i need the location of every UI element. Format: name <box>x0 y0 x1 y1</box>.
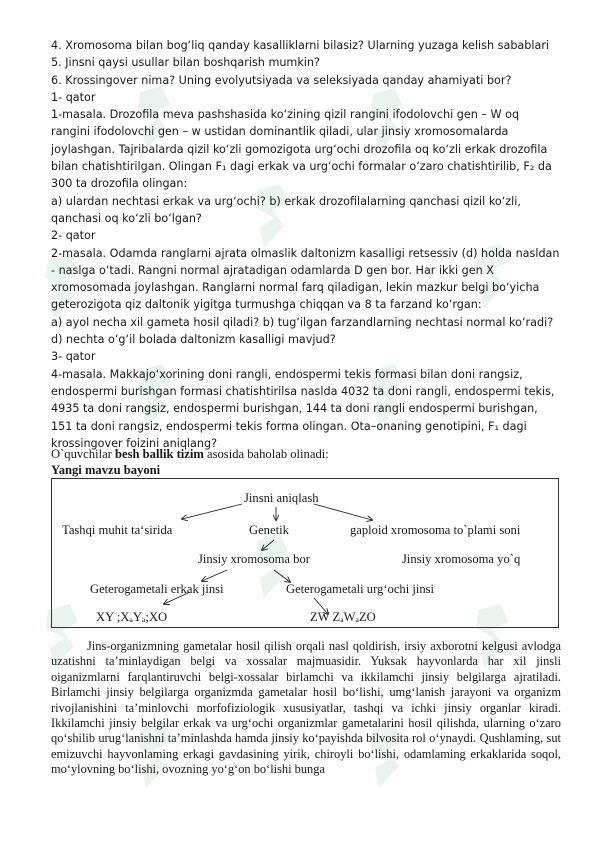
label-sex-chromosome-absent: Jinsiy xromosoma yo`q <box>402 552 521 566</box>
body-paragraph: Jins-organizmning gametalar hosil qilish orqali nasl qoldirish, irsiy axborotni kelgusi avlodga uzatishni ta’minlaydigan belgi va xossalar majmuasidir. Yuksak hayvonlarda har xil jinsli oiganizmlarni farqlantiruvchi belgi-xossalar birlamchi va ikkilamchi jinsiy belgilarga ajratiladi. Birlamchi jinsiy belgilarga organizmda gametalar hosil bo‘lishi, umg‘lanish jarayoni va organizm rivojlanishini ta’minlovchi morfofiziologik xususiyatlar, tashqi va ichki jinsiy organlar kiradi. Ikkilamchi jinsiy belgilar erkak va urg‘ochi organizmlar gametalarini hosil qilishda, ularning o‘zaro qo‘shilib urug‘lanishni ta’minlashda hamda jinsiy ko‘payishda bilvosita rol o‘ynaydi. Qushlaming, sut emizuvchi hayvonlaming erkagi gavdasining yirik, chiroyli bo‘lishi, odamlaming erkaklarida soqol, mo‘ylovning bo‘lishi, ovozning yo‘g‘on bo‘lishi bunga <box>51 639 561 777</box>
label-sex-determination: Jinsni aniqlash <box>244 491 319 505</box>
arrow-to-environment <box>182 504 242 519</box>
new-topic-heading: Yangi mavzu bayoni <box>51 463 161 477</box>
label-environment: Tashqi muhit ta‘sirida <box>62 523 173 537</box>
problem-2-text: 2-masala. Odamda ranglarni ajrata olmaslik daltonizm kasalligi retsessiv (d) holda nasldan - naslga o‘tadi. Rangni normal ajratadigan odamlarda D gen bor. Har ikki gen X xromosomada joylashgan. Ranglarni normal farq qiladigan, lekin mazkur belgi bo‘yicha geterozigota qiz daltonik yigitga turmushga chiqqan va 8 ta farzand ko‘rgan: <box>51 246 560 312</box>
problem-4-text: 4-masala. Makkajo‘xorining doni rangli, endospermi tekis formasi bilan doni rangsiz, endospermi burishgan formasi chatishtirilsa naslda 4032 ta doni rangli, endospermi tekis, 4935 ta doni rangsiz, endospermi burishgan, 144 ta doni rangli endospermi burishgan, 151 ta doni rangsiz, endospermi tekis forma olingan. Ota–onaning genotipini, F₁ dagi krossingover foizini aniqlang? <box>51 367 555 450</box>
label-genetic: Genetik <box>249 523 289 537</box>
questions-and-problems <box>51 37 561 452</box>
assessment-block <box>51 446 561 478</box>
section-3-heading: 3- qator <box>51 350 96 364</box>
arrow-to-heterogametic-male <box>202 570 227 581</box>
sex-determination-diagram <box>51 478 559 628</box>
section-2-heading: 2- qator <box>51 229 96 243</box>
label-heterogametic-female: Geterogametali urg‘ochi jinsi <box>286 582 435 596</box>
question-6: 6. Krossingover nima? Uning evolyutsiyada va seleksiyada qanday ahamiyati bor? <box>51 73 512 87</box>
label-sex-chromosome-present: Jinsiy xromosoma bor <box>198 552 310 566</box>
problem-1-text: 1-masala. Drozofila meva pashshasida ko‘zining qizil rangini ifodolovchi gen – W oq rangini ifodolovchi gen – w ustidan dominantlik qiladi, ular jinsiy xromosomalarda joylashgan. Tajribalarda qizil ko‘zli gomozigota urg‘ochi drozofila oq ko‘zli erkak drozofila bilan chatishtirilgan. Olingan F₁ dagi erkak va urg‘ochi formalar o‘zaro chatishtirilib, F₂ da 300 ta drozofila olingan: <box>51 108 552 191</box>
section-1-heading: 1- qator <box>51 90 96 104</box>
question-4: 4. Xromosoma bilan bog‘liq qanday kasalliklarni bilasiz? Ularning yuzaga kelish sabablari <box>51 39 550 52</box>
arrow-to-haploid <box>314 504 372 520</box>
label-haploid: gaploid xromosoma to`plami soni <box>350 523 521 537</box>
body-text <box>51 639 561 778</box>
problem-1-questions: a) ulardan nechtasi erkak va urg‘ochi? b) erkak drozofilalarning qanchasi qizil ko‘zli, qanchasi oq ko‘zli bo‘lgan? <box>51 194 521 225</box>
question-5: 5. Jinsni qaysi usullar bilan boshqarish mumkin? <box>51 56 320 70</box>
assessment-line: O`quvchilar besh ballik tizim asosida baholab olinadi: <box>51 447 329 461</box>
label-male-formula: XY ;XₐYₐ;XO <box>96 610 168 624</box>
label-female-formula: ZW ZₐWₐZO <box>310 610 376 624</box>
arrow-to-chromosome-present <box>262 540 274 550</box>
problem-2-questions: a) ayol necha xil gameta hosil qiladi? b) tug‘ilgan farzandlarning nechtasi normal ko‘radi? d) nechta o‘g‘il bolada daltonizm kasalligi mavjud? <box>51 315 554 347</box>
arrow-to-heterogametic-female <box>274 570 290 582</box>
label-heterogametic-male: Geterogametali erkak jinsi <box>90 582 224 596</box>
